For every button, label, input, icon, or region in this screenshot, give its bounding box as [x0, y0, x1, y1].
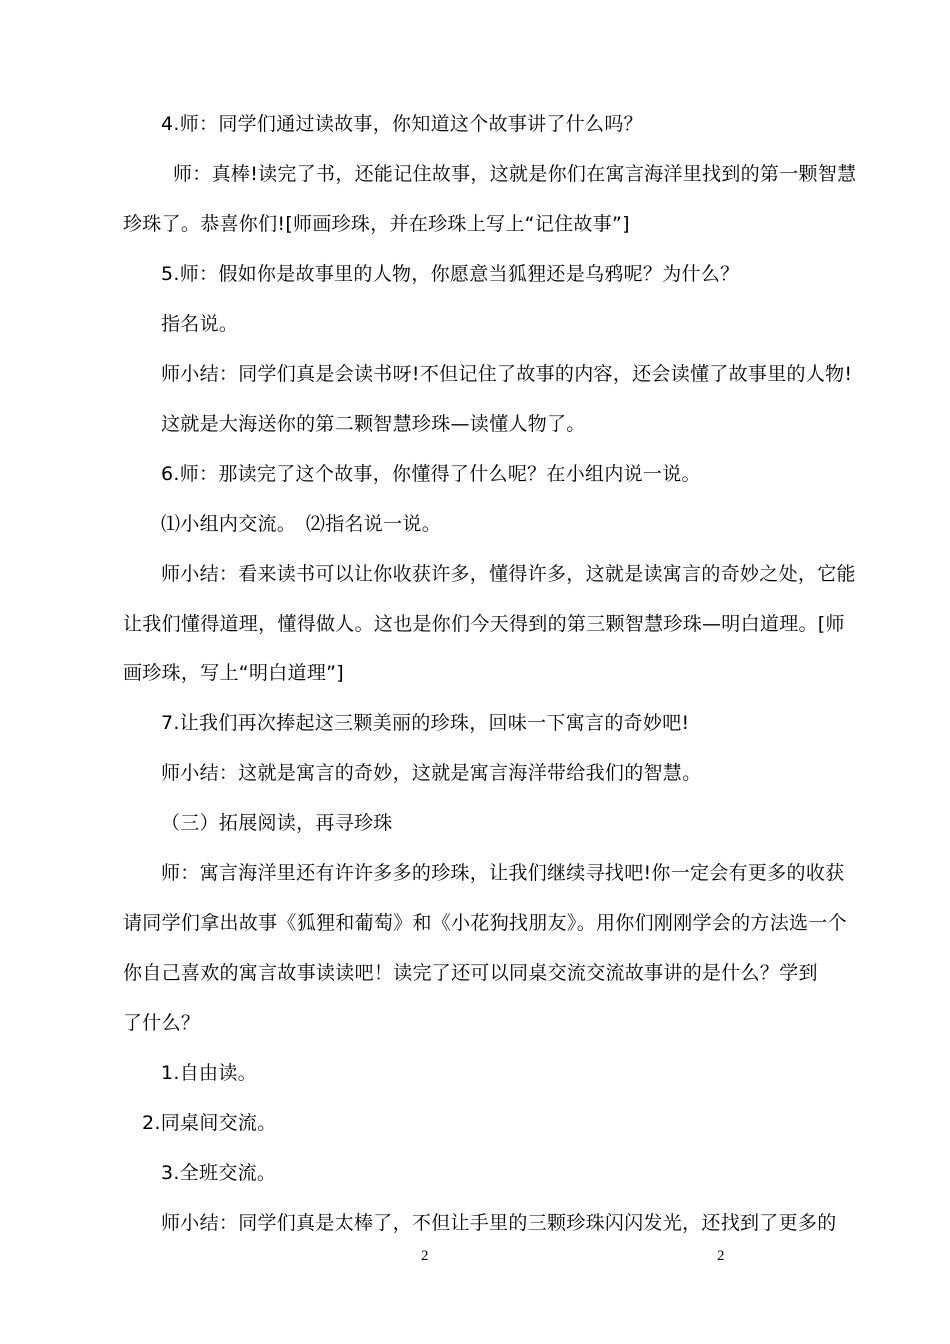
paragraph-line: 这就是大海送你的第二颗智慧珍珠—读懂人物了。 — [161, 413, 586, 435]
paragraph-line: 4.师：同学们通过读故事，你知道这个故事讲了什么吗？ — [161, 113, 643, 135]
list-item: 3.全班交流。 — [161, 1162, 277, 1184]
paragraph-line: 师小结：看来读书可以让你收获许多，懂得许多，这就是读寓言的奇妙之处，它能 — [161, 563, 856, 585]
paragraph-line: 你自己喜欢的寓言故事读读吧！读完了还可以同桌交流交流故事讲的是什么？学到 — [123, 962, 818, 984]
paragraph-line: 了什么？ — [123, 1012, 201, 1034]
paragraph-line: 画珍珠，写上“明白道理”] — [123, 662, 344, 684]
paragraph-line: 指名说。 — [161, 313, 239, 335]
paragraph-line: 请同学们拿出故事《狐狸和葡萄》和《小花狗找朋友》。用你们刚刚学会的方法选一个 — [123, 912, 847, 934]
paragraph-line: 师：寓言海洋里还有许许多多的珍珠，让我们继续寻找吧!你一定会有更多的收获 — [161, 862, 845, 884]
paragraph-line: 7.让我们再次捧起这三颗美丽的珍珠，回味一下寓言的奇妙吧! — [161, 712, 690, 734]
paragraph-line: 6.师：那读完了这个故事，你懂得了什么呢？在小组内说一说。 — [161, 463, 701, 485]
page-number: 2 — [717, 1248, 725, 1264]
section-heading: （三）拓展阅读，再寻珍珠 — [161, 812, 393, 834]
paragraph-line: 珍珠了。恭喜你们![师画珍珠，并在珍珠上写上“记住故事”] — [123, 213, 630, 235]
paragraph-line: ⑴小组内交流。 ⑵指名说一说。 — [161, 513, 442, 535]
paragraph-line: 让我们懂得道理，懂得做人。这也是你们今天得到的第三颗智慧珍珠—明白道理。[师 — [123, 613, 845, 635]
paragraph-line: 5.师：假如你是故事里的人物，你愿意当狐狸还是乌鸦呢？为什么？ — [161, 263, 740, 285]
paragraph-line: 师小结：同学们真是太棒了，不但让手里的三颗珍珠闪闪发光，还找到了更多的 — [161, 1212, 837, 1234]
paragraph-line: 师：真棒!读完了书，还能记住故事，这就是你们在寓言海洋里找到的第一颗智慧 — [173, 163, 857, 185]
paragraph-line: 师小结：同学们真是会读书呀!不但记住了故事的内容，还会读懂了故事里的人物! — [161, 363, 853, 385]
paragraph-line: 师小结：这就是寓言的奇妙，这就是寓言海洋带给我们的智慧。 — [161, 762, 702, 784]
list-item: 1.自由读。 — [161, 1062, 257, 1084]
page-number: 2 — [421, 1248, 429, 1264]
list-item: 2.同桌间交流。 — [142, 1112, 277, 1134]
